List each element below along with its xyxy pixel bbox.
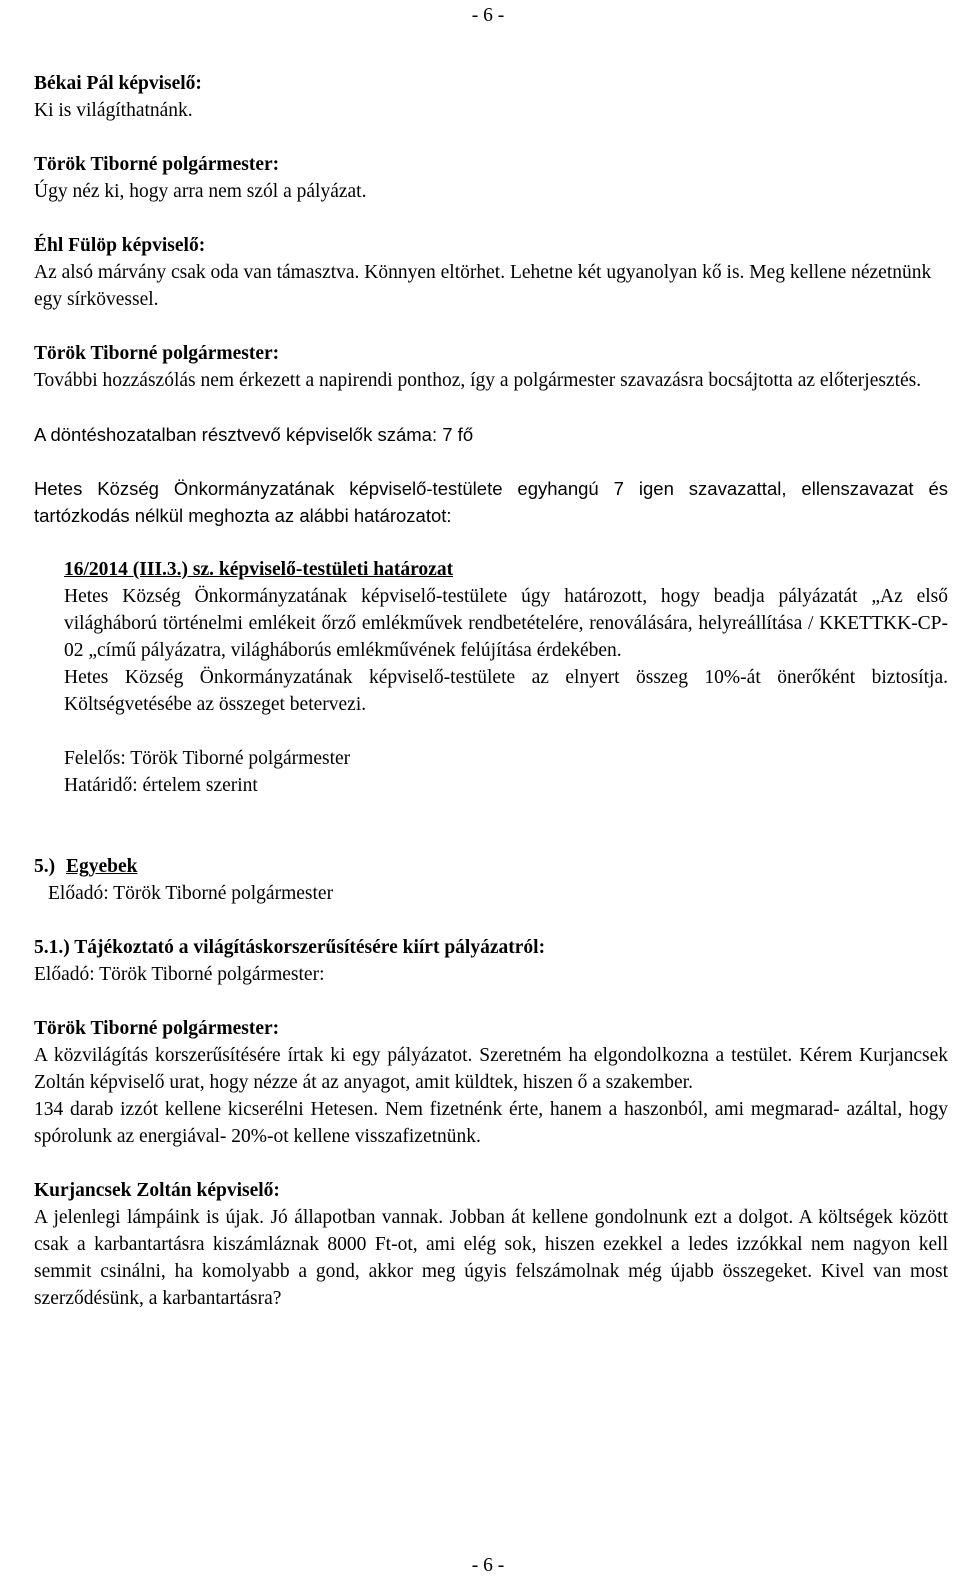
- resolution-responsible: Felelős: Török Tiborné polgármester: [64, 748, 351, 769]
- speaker-mayor-3: Török Tiborné polgármester:: [34, 1018, 280, 1039]
- statement-bekai: Ki is világíthatnánk.: [34, 100, 193, 121]
- speaker-kurjancsek: Kurjancsek Zoltán képviselő:: [34, 1180, 280, 1201]
- section-5-heading: [34, 853, 948, 880]
- page-number-top: - 6 -: [471, 5, 505, 26]
- resolution-deadline: Határidő: értelem szerint: [64, 775, 258, 796]
- section-5-1-title: 5.1.) Tájékoztató a világításkorszerűsítésére kiírt pályázatról:: [34, 937, 546, 958]
- speaker-ehl: Éhl Fülöp képviselő:: [34, 235, 206, 256]
- section-5-1-presenter: Előadó: Török Tiborné polgármester:: [34, 964, 325, 985]
- document-body: [34, 70, 948, 1312]
- section-5-presenter: Előadó: Török Tiborné polgármester: [48, 883, 334, 904]
- resolution-text-1: Hetes Község Önkormányzatának képviselő-testülete úgy határozott, hogy beadja pályázatát „Az első világháború történelmi emlékeit őrző emlékművek rendbetételére, renoválására, helyreállítása / KKETTKK-CP-02 „című pályázatra, világháborús emlékművének felújítása érdekében.: [64, 586, 948, 661]
- statement-mayor-3-b: 134 darab izzót kellene kicserélni Hetesen. Nem fizetnénk érte, hanem a haszonból, ami megmarad- azáltal, hogy spórolunk az energiával- 20%-ot kellene visszafizetnünk.: [34, 1099, 948, 1147]
- section-5-title: Egyebek: [66, 856, 138, 877]
- statement-mayor-3-a: A közvilágítás korszerűsítésére írtak ki egy pályázatot. Szeretném ha elgondolkozna a testület. Kérem Kurjancsek Zoltán képviselő urat, hogy nézze át az anyagot, amit küldtek, hiszen ő a szakember.: [34, 1045, 948, 1093]
- statement-ehl: Az alsó márvány csak oda van támasztva. Könnyen eltörhet. Lehetne két ugyanolyan kő is. Meg kellene nézetnünk egy sírkövessel.: [34, 262, 932, 310]
- vote-result: Hetes Község Önkormányzatának képviselő-testülete egyhangú 7 igen szavazattal, ellenszavazat és tartózkodás nélkül meghozta az alábbi határozatot:: [34, 478, 948, 526]
- section-5-number: 5.): [34, 856, 56, 877]
- speaker-mayor-2: Török Tiborné polgármester:: [34, 343, 280, 364]
- vote-count: A döntéshozatalban résztvevő képviselők száma: 7 fő: [34, 424, 474, 445]
- speaker-mayor-1: Török Tiborné polgármester:: [34, 154, 280, 175]
- resolution: [34, 556, 948, 799]
- page-number-bottom: - 6 -: [471, 1555, 505, 1576]
- statement-kurjancsek: A jelenlegi lámpáink is újak. Jó állapotban vannak. Jobban át kellene gondolnunk ezt a dolgot. A költségek között csak a karbantartásra kiszámláznak 8000 Ft-ot, ami elég sok, hiszen ezekkel a ledes izzókkal nem nagyon kell semmit csinálni, ha komolyabb a gond, akkor meg úgyis felszámolnak még újabb összegeket. Kivel van most szerződésünk, a karbantartásra?: [34, 1207, 948, 1309]
- resolution-text-2: Hetes Község Önkormányzatának képviselő-testülete az elnyert összeg 10%-át önerőként biztosítja. Költségvetésébe az összeget betervezi.: [64, 667, 948, 715]
- statement-mayor-1: Úgy néz ki, hogy arra nem szól a pályázat.: [34, 181, 367, 202]
- resolution-title: 16/2014 (III.3.) sz. képviselő-testületi határozat: [64, 559, 454, 580]
- statement-mayor-2: További hozzászólás nem érkezett a napirendi ponthoz, így a polgármester szavazásra bocsájtotta az előterjesztés.: [34, 370, 922, 391]
- speaker-bekai: Békai Pál képviselő:: [34, 73, 202, 94]
